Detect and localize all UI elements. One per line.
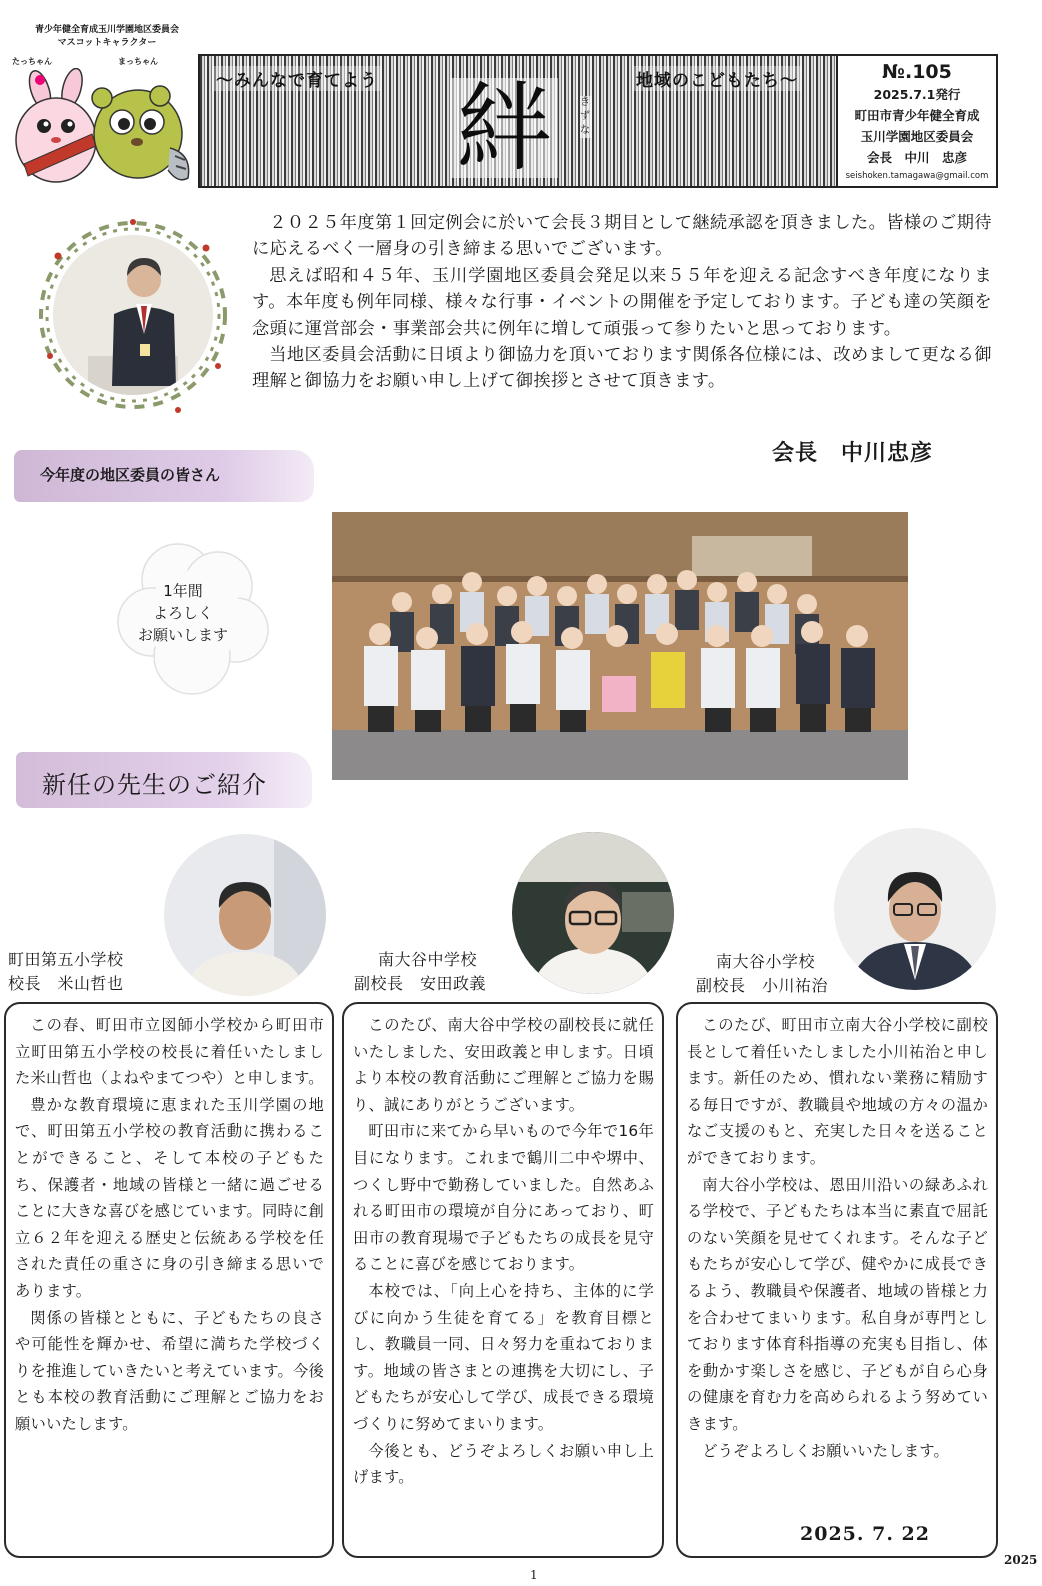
handwritten-date: 2025. 7. 22 (800, 1523, 931, 1545)
teacher-paragraph: この春、町田市立図師小学校から町田市立町田第五小学校の校長に着任いたしました米山哲也（よねやまてつや）と申します。 (15, 1016, 324, 1088)
members-heading: 今年度の地区委員の皆さん (40, 466, 221, 484)
cloud-line: お願いします (137, 626, 228, 644)
chairman-signature: 会長 中川忠彦 (772, 441, 934, 466)
teachers-heading-ribbon (16, 752, 312, 808)
publisher-chair: 会長 中川 忠彦 (866, 150, 967, 165)
teacher-school: 町田第五小学校 (8, 950, 124, 969)
teacher-photo-1 (164, 834, 326, 996)
teacher-portrait-1 (164, 834, 326, 996)
teacher-school: 南大谷小学校 (716, 952, 816, 971)
publisher-line2: 玉川学園地区委員会 (860, 129, 974, 144)
teacher-label-2 (354, 948, 486, 996)
mascot-art (10, 68, 195, 188)
mascot-caption-line2: マスコットキャラクター (57, 38, 157, 48)
publisher-line1: 町田市青少年健全育成 (854, 108, 980, 123)
teacher-message-1 (4, 1002, 334, 1558)
greeting-paragraph: ２０２５年度第１回定例会に於いて会長３期目として継続承認を頂きました。皆様のご期待に応えるべく一層身の引き締まる思いでございます。 (252, 213, 992, 260)
teacher-paragraph: 関係の皆様とともに、子どもたちの良さや可能性を輝かせ、希望に満ちた学校づくりを推進していきたいと考えています。今後とも本校の教育活動にご理解とご協力をお願いいたします。 (15, 1308, 324, 1433)
teacher-portrait-3 (834, 828, 996, 990)
greeting-paragraph: 思えば昭和４５年、玉川学園地区委員会発足以来５５年を迎える記念すべき年度になります。本年度も例年同様、様々な行事・イベントの開催を予定しております。子ども達の笑顔を念頭に運営部会・事業部会共に例年に増して頑張って参りたいと思っております。 (252, 265, 992, 339)
chairman-greeting (252, 210, 992, 395)
teacher-paragraph: 南大谷小学校は、恩田川沿いの緑あふれる学校で、子どもたちは本当に素直で屈託のない笑顔を見せてくれます。そんな子どもたちが安心して学び、健やかに成長できるよう、教職員や保護者、地域の皆様と力を合わせてまいります。私自身が専門としております体育科指導の充実も目指し、体を動かす楽しさを感じ、子どもが自ら心身の健康を育む力を高められるよう努めていきます。 (687, 1175, 988, 1433)
cloud-message (108, 580, 258, 646)
macchan-mascot (92, 86, 189, 180)
teacher-role-name: 副校長 小川祐治 (696, 976, 829, 995)
teacher-photo-2 (512, 832, 674, 994)
members-group-photo (332, 512, 908, 780)
slogan-left: ～みんなで育てよう (212, 66, 382, 91)
teacher-paragraph: このたび、南大谷中学校の副校長に就任いたしました、安田政義と申します。日頃より本校の教育活動にご理解とご協力を賜り、誠にありがとうございます。 (353, 1016, 654, 1114)
cloud-line: 1年間 (163, 582, 203, 600)
contact-email: seishoken.tamagawa@gmail.com (845, 171, 989, 181)
teacher-paragraph: 今後とも、どうぞよろしくお願い申し上げます。 (353, 1441, 654, 1487)
teacher-paragraph: 本校では、「向上心を持ち、主体的に学びに向かう生徒を育てる」を教育目標とし、教職員一同、日々努力を重ねております。地域の皆さまとの連携を大切にし、子どもたちが安心して学び、成長できる環境づくりに努めてまいります。 (353, 1281, 654, 1433)
chairman-portrait-wreath (28, 206, 238, 424)
page-number: 1 (530, 1568, 538, 1582)
mascot-left-name: たっちゃん (12, 57, 52, 66)
teacher-label-1 (8, 948, 124, 996)
teacher-paragraph: 町田市に来てから早いもので今年で16年目になります。これまで鶴川二中や堺中、つくし野中で勤務していました。自然あふれる町田市の環境が自分にあっており、町田市の教育現場で子どもたちの成長を見守ることに喜びを感じております。 (353, 1122, 654, 1274)
edge-year: 2025 (1004, 1553, 1038, 1567)
teacher-school: 南大谷中学校 (378, 950, 478, 969)
mascot-illustration (10, 68, 195, 188)
teacher-photo-3 (834, 828, 996, 990)
teacher-role-name: 副校長 安田政義 (354, 974, 487, 993)
tacchan-mascot (16, 68, 96, 182)
cloud-line: よろしく (152, 604, 213, 622)
teachers-heading: 新任の先生のご紹介 (42, 771, 267, 799)
mascot-caption (22, 24, 192, 50)
masthead-banner (198, 54, 838, 188)
members-heading-ribbon (14, 450, 314, 502)
issue-date: 2025.7.1発行 (873, 87, 961, 102)
wreath-art (28, 206, 238, 424)
teacher-portrait-2 (512, 832, 674, 994)
issue-info-box (838, 54, 998, 188)
group-photo-art (332, 512, 908, 780)
teacher-role-name: 校長 米山哲也 (8, 974, 124, 993)
slogan-right: 地域のこどもたち～ (632, 66, 802, 91)
teacher-message-2 (342, 1002, 664, 1558)
issue-number: №.105 (882, 61, 952, 83)
masthead-title: 絆 (450, 78, 558, 178)
mascot-caption-line1: 青少年健全育成玉川学園地区委員会 (34, 25, 179, 35)
teacher-paragraph: 豊かな教育環境に恵まれた玉川学園の地で、町田第五小学校の教育活動に携わることができること、そして本校の子どもたち、保護者・地域の皆様と一緒に過ごせることに大きな喜びを感じています。同時に創立６２年を迎える歴史と伝統ある学校を任された責任の重さに身の引き締まる思いであります。 (15, 1095, 324, 1300)
greeting-paragraph: 当地区委員会活動に日頃より御協力を頂いております関係各位様には、改めまして更なる御理解と御協力をお願い申し上げて御挨拶とさせて頂きます。 (252, 345, 992, 392)
teacher-message-3 (676, 1002, 998, 1558)
masthead-title-ruby: きずな (580, 97, 590, 136)
teacher-paragraph: このたび、町田市立南大谷小学校に副校長として着任いたしました小川祐治と申します。新任のため、慣れない業務に精励する毎日ですが、教職員や地域の方々の温かなご支援のもと、充実した日々を送ることができております。 (687, 1016, 988, 1167)
mascot-right-name: まっちゃん (118, 57, 158, 66)
teacher-paragraph: どうぞよろしくお願いいたします。 (702, 1441, 950, 1460)
teacher-label-3 (696, 950, 828, 998)
